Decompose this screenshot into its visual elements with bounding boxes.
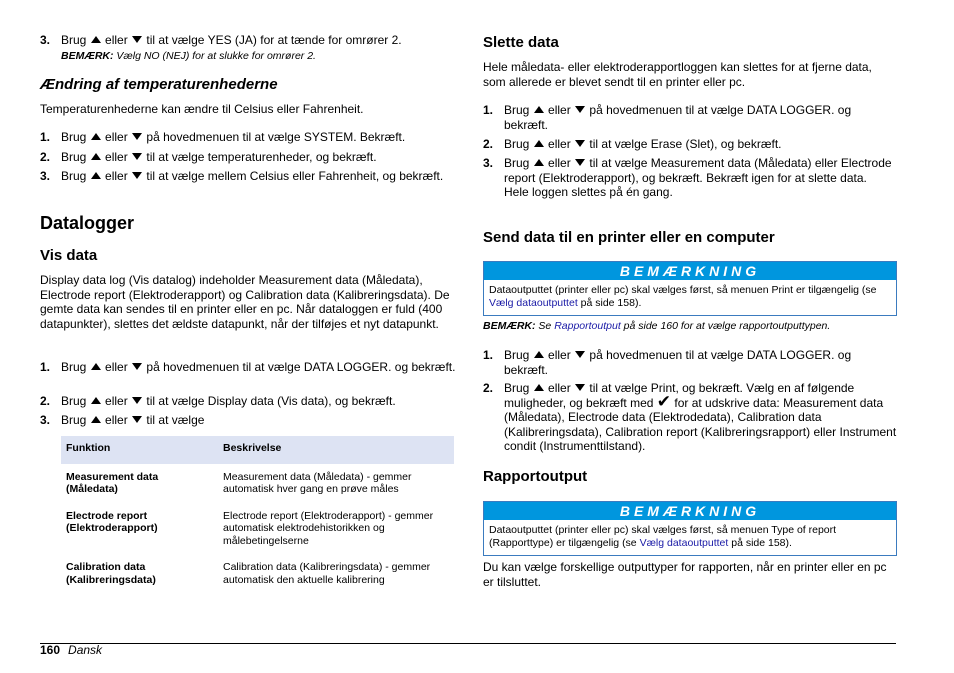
footer-divider [40, 643, 896, 644]
table-cell-desc: Electrode report (Elektroderapport) - gemmer automatisk elektrodehistorikken og målebetingelserne [223, 509, 434, 547]
triangle-down-icon [132, 397, 142, 404]
table-header-funktion: Funktion [61, 436, 218, 464]
vis-data-paragraph: Display data log (Vis datalog) indeholder Measurement data (Måledata), Electrode report (Elektroderapport) og Calibration data (Kalibreringsdata). De gemte data kan sendes til en printer eller en pc. Når dataloggen er fuld (400 datapunkter), slettes det ældste datapunkt, når der tilføjes et nyt datapunkt. [40, 273, 450, 331]
triangle-up-icon [534, 140, 544, 147]
temp-intro: Temperaturenhederne kan ændre til Celsius eller Fahrenheit. [40, 102, 364, 116]
triangle-up-icon [91, 363, 101, 370]
notebox-header: BEMÆRKNING [484, 502, 896, 520]
triangle-down-icon [132, 153, 142, 160]
heading-vis-data: Vis data [40, 247, 98, 264]
function-table [61, 436, 454, 593]
footer-language: Dansk [68, 643, 103, 657]
heading-slette-data: Slette data [483, 34, 559, 51]
triangle-down-icon [132, 363, 142, 370]
triangle-down-icon [575, 384, 585, 391]
notebox-rapport [483, 501, 897, 556]
triangle-up-icon [534, 384, 544, 391]
triangle-down-icon [575, 159, 585, 166]
footer [40, 643, 102, 657]
note-rapportoutput: BEMÆRK: Se Rapportoutput på side 160 for at vælge rapportoutputtypen. [483, 320, 831, 332]
triangle-up-icon [91, 153, 101, 160]
triangle-up-icon [91, 172, 101, 179]
triangle-up-icon [91, 133, 101, 140]
heading-datalogger: Datalogger [40, 213, 135, 233]
table-cell-key: Measurement data (Måledata) [66, 470, 159, 495]
triangle-down-icon [575, 351, 585, 358]
note-omrorer: BEMÆRK: Vælg NO (NEJ) for at slukke for omrører 2. [61, 49, 316, 62]
triangle-up-icon [534, 159, 544, 166]
triangle-up-icon [91, 416, 101, 423]
heading-temperature: Ændring af temperaturenhederne [40, 76, 278, 93]
rapport-paragraph: Du kan vælge forskellige outputtyper for rapporten, når en printer eller en pc er tilsluttet. [483, 560, 887, 589]
triangle-down-icon [575, 140, 585, 147]
heading-send-data: Send data til en printer eller en computer [483, 229, 775, 246]
page-number: 160 [40, 643, 61, 657]
triangle-down-icon [132, 133, 142, 140]
table-row [61, 464, 454, 503]
link-vaelg-dataoutputtet[interactable]: Vælg dataoutputtet [489, 297, 578, 309]
triangle-down-icon [132, 416, 142, 423]
triangle-up-icon [534, 106, 544, 113]
table-cell-key: Calibration data (Kalibreringsdata) [66, 561, 156, 586]
triangle-down-icon [132, 172, 142, 179]
notebox-body: Dataoutputtet (printer eller pc) skal vælges først, så menuen Type of report (Rapporttype) er tilgængelig (se Vælg dataoutputtet på side 158). [489, 524, 837, 549]
notebox-print [483, 261, 897, 316]
triangle-down-icon [575, 106, 585, 113]
table-cell-key: Electrode report (Elektroderapport) [66, 509, 158, 534]
link-rapportoutput[interactable]: Rapportoutput [554, 320, 621, 332]
triangle-up-icon [91, 397, 101, 404]
table-cell-desc: Calibration data (Kalibreringsdata) - gemmer automatisk den aktuelle kalibrering [223, 561, 431, 586]
triangle-up-icon [534, 351, 544, 358]
table-row [61, 554, 454, 593]
triangle-up-icon [91, 36, 101, 43]
notebox-body: Dataoutputtet (printer eller pc) skal vælges først, så menuen Print er tilgængelig (se Vælg dataoutputtet på side 158). [489, 284, 877, 309]
slette-paragraph: Hele måledata- eller elektroderapportloggen kan slettes for at fjerne data, som allerede er blevet sendt til en printer eller pc. [483, 60, 872, 89]
table-header-beskrivelse: Beskrivelse [218, 436, 454, 464]
table-header-row [61, 436, 454, 464]
heading-rapportoutput: Rapportoutput [483, 468, 588, 485]
table-cell-desc: Measurement data (Måledata) - gemmer automatisk hver gang en prøve måles [223, 470, 412, 495]
link-vaelg-dataoutputtet[interactable]: Vælg dataoutputtet [639, 537, 729, 549]
checkmark-icon: ✔ [656, 391, 672, 411]
triangle-down-icon [132, 36, 142, 43]
table-row [61, 503, 454, 555]
notebox-header: BEMÆRKNING [484, 262, 896, 280]
